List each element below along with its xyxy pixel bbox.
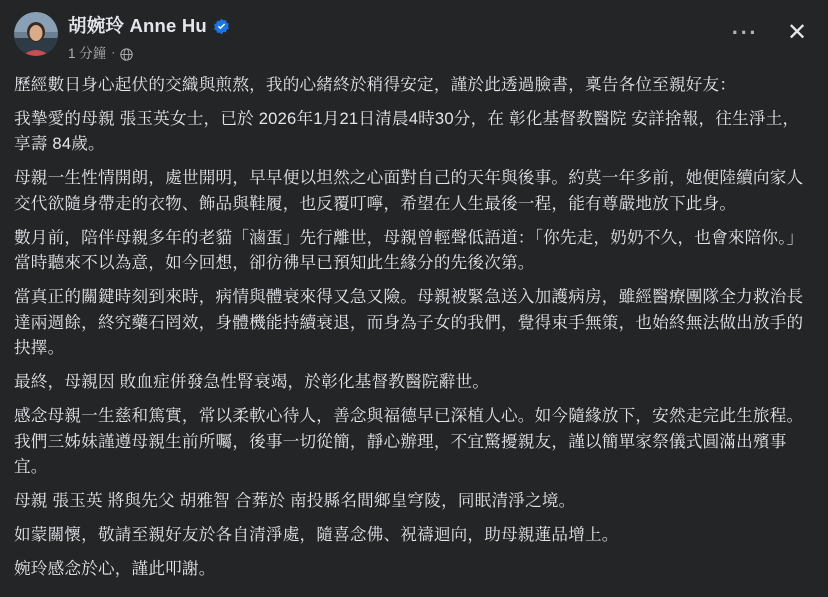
post-header-text (68, 10, 728, 62)
post-meta (68, 42, 728, 62)
post-paragraph: 歷經數日身心起伏的交織與煎熬，我的心緒終於稍得安定，謹於此透過臉書，稟告各位至親好友： (14, 75, 737, 94)
more-options-button[interactable] (728, 16, 762, 50)
post-paragraph: 婉玲感念於心，謹此叩謝。 (14, 558, 216, 578)
post-paragraph: 母親 張玉英 將與先父 胡雅智 合葬於 南投縣名間鄉皇穹陵，同眠清淨之境。 (14, 491, 576, 511)
post-timestamp[interactable]: 1 分鐘 (68, 46, 107, 61)
verified-badge-icon (213, 18, 230, 35)
post-header-actions (728, 10, 814, 50)
post-paragraph: 我摯愛的母親 張玉英女士，已於 2026年1月21日清晨4時30分，在 彰化基督教醫院 安詳捨報，往生淨土，享壽 84歲。 (14, 108, 800, 154)
post-paragraph: 最終，母親因 敗血症併發急性腎衰竭，於彰化基督教醫院辭世。 (14, 372, 490, 392)
meta-separator: · (111, 45, 116, 59)
close-button[interactable] (780, 16, 814, 50)
post-paragraph: 當真正的關鍵時刻到來時，病情與體衰來得又急又險。母親被緊急送入加護病房，雖經醫療團隊全力救治長達兩週餘，終究藥石罔效，身體機能持續衰退，而身為子女的我們，覺得束手無策，也始終無法做出放手的抉擇。 (14, 287, 804, 358)
post-paragraph: 數月前，陪伴母親多年的老貓「滷蛋」先行離世，母親曾輕聲低語道：「你先走，奶奶不久，也會來陪你。」當時聽來不以為意，如今回想，卻彷彿早已預知此生緣分的先後次第。 (14, 227, 804, 273)
post-body (14, 72, 814, 581)
post-paragraph: 母親一生性情開朗，處世開明，早早便以坦然之心面對自己的天年與後事。約莫一年多前，她便陸續向家人交代欲隨身帶走的衣物、飾品與鞋履，也反覆叮嚀，希望在人生最後一程，能有尊嚴地放下此身。 (14, 168, 804, 213)
more-options-icon: ··· (731, 20, 759, 46)
globe-icon[interactable] (120, 48, 133, 61)
close-icon: ✕ (786, 19, 808, 46)
post-paragraph: 感念母親一生慈和篤實，常以柔軟心待人，善念與福德早已深植人心。如今隨緣放下，安然走完此生旅程。我們三姊妹謹遵母親生前所囑，後事一切從簡，靜心辦理，不宜驚擾親友，謹以簡單家祭儀式圓滿出殯事宜。 (14, 405, 804, 477)
avatar[interactable] (14, 12, 58, 56)
author-name[interactable]: 胡婉玲 Anne Hu (68, 15, 207, 36)
post-header (14, 10, 814, 66)
post-paragraph: 如蒙關懷，敬請至親好友於各自清淨處，隨喜念佛、祝禱迴向，助母親蓮品增上。 (14, 524, 619, 544)
author-row (68, 12, 728, 38)
